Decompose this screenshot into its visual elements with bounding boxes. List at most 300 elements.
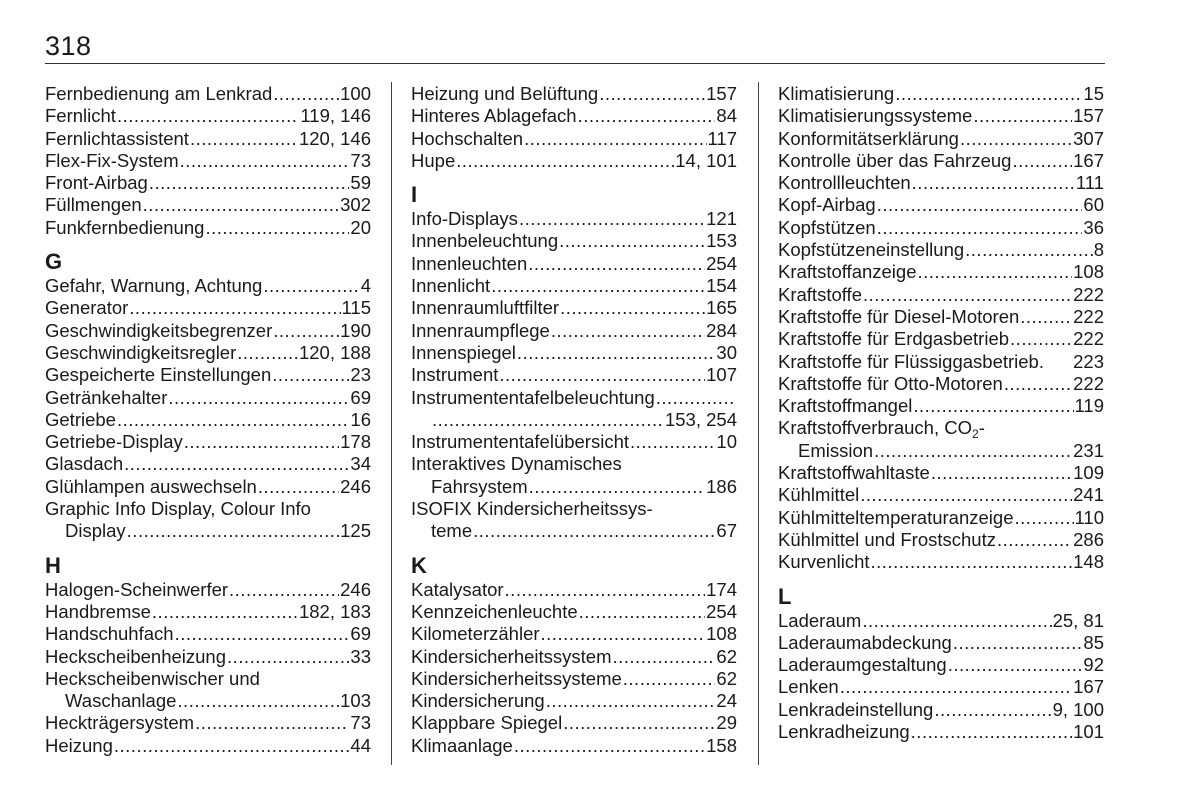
dot-leader (911, 721, 1072, 743)
index-entry (45, 646, 371, 668)
index-term (778, 551, 870, 573)
dot-leader (948, 654, 1083, 676)
index-entry (411, 409, 737, 431)
index-entry (778, 529, 1104, 551)
index-entry (45, 297, 371, 319)
index-term-text: Interaktives Dynamisches (411, 453, 622, 475)
index-entry (778, 105, 1104, 127)
page-reference: 62 (716, 645, 737, 667)
page-reference: 73 (350, 149, 371, 171)
dot-leader (541, 623, 706, 645)
section-letter: G (45, 249, 63, 275)
index-entry (45, 342, 371, 364)
dot-leader (528, 253, 705, 275)
index-term-text: Kraftstoffe für Erdgasbetrieb (778, 328, 1010, 350)
page-reference: 120, 146 (298, 127, 371, 149)
dot-leader (456, 150, 674, 172)
page-reference: 148 (1073, 551, 1104, 573)
dot-leader (1020, 306, 1072, 328)
index-entry (778, 417, 1104, 442)
index-term (411, 623, 540, 645)
index-term-text: Kühlmittel und Frostschutz (778, 528, 996, 550)
page-reference: 119, 146 (300, 105, 371, 127)
index-term-text: Kraftstoffe für Diesel-Motoren (778, 305, 1020, 327)
index-term (411, 320, 550, 342)
dot-leader (578, 105, 716, 127)
index-term-text: Kraftstoffmangel (778, 395, 913, 417)
index-entry (45, 217, 371, 239)
dot-leader (229, 579, 339, 601)
index-term-text: Kraftstoffverbrauch, CO (778, 417, 972, 439)
index-entry (45, 476, 371, 498)
index-column-3 (778, 83, 1104, 743)
index-term (411, 275, 490, 297)
index-term-text: Kilometerzähler (411, 623, 540, 645)
index-entry (45, 453, 371, 475)
page-reference: 59 (350, 172, 371, 194)
dot-leader (168, 387, 349, 409)
dot-leader (912, 172, 1075, 194)
index-term-text: Konformitätserklärung (778, 127, 959, 149)
index-entry (778, 217, 1104, 239)
index-term-text: Lenken (778, 676, 839, 698)
page-reference: 30 (716, 341, 737, 363)
dot-leader (895, 83, 1082, 105)
index-term-text: Fernbedienung am Lenkrad (45, 83, 273, 104)
page-reference: 14, 101 (675, 149, 737, 171)
index-term-text: Fahrsystem (431, 475, 528, 497)
index-term (778, 484, 859, 506)
dot-leader (175, 623, 350, 645)
index-entry (45, 623, 371, 645)
index-term (45, 579, 228, 601)
page-reference: 121 (706, 208, 737, 230)
column-divider (391, 82, 392, 765)
dot-leader (599, 83, 705, 105)
index-term-text: Glasdach (45, 453, 124, 475)
dot-leader (127, 520, 339, 542)
page-reference: 36 (1083, 216, 1104, 238)
dot-leader (871, 551, 1073, 573)
index-entry (45, 712, 371, 734)
index-term (778, 462, 930, 484)
dot-leader (237, 342, 298, 364)
index-term (411, 253, 527, 275)
index-term (45, 623, 174, 645)
subscript: 2 (972, 427, 979, 442)
index-term (411, 690, 545, 712)
index-term (45, 172, 148, 194)
index-term-text: Laderaum (778, 609, 862, 631)
page-reference: 29 (716, 712, 737, 734)
dot-leader (129, 297, 340, 319)
index-entry (778, 654, 1104, 676)
index-term-text: Füllmengen (45, 194, 142, 216)
index-term-text: Kontrolle über das Fahrzeug (778, 149, 1012, 171)
index-term-text: Kraftstoffe für Otto-Motoren (778, 372, 1003, 394)
index-term (411, 230, 558, 252)
dot-leader (505, 579, 706, 601)
index-term (45, 150, 179, 172)
index-entry (411, 150, 737, 172)
index-term (411, 601, 578, 623)
index-term (45, 735, 113, 757)
section-letter: K (411, 552, 427, 578)
dot-leader (114, 735, 350, 757)
index-term (778, 194, 876, 216)
index-entry (45, 172, 371, 194)
index-entry (778, 83, 1104, 105)
page-reference: 307 (1073, 127, 1104, 149)
dot-leader (124, 453, 349, 475)
index-term (45, 342, 236, 364)
index-term (431, 476, 528, 498)
index-term (778, 373, 1003, 395)
page-reference: 231 (1073, 439, 1104, 461)
index-entry (411, 668, 737, 690)
dot-leader (563, 712, 715, 734)
index-term (778, 150, 1011, 172)
index-term (431, 520, 472, 542)
dot-leader (519, 208, 705, 230)
dot-leader (997, 529, 1072, 551)
page-reference: 108 (706, 623, 737, 645)
dot-leader (517, 342, 716, 364)
index-term-text: Waschanlage (65, 690, 177, 712)
page-reference: 153, 254 (664, 408, 737, 430)
index-entry (778, 194, 1104, 216)
index-term-text: Lenkradheizung (778, 721, 910, 743)
index-term (778, 351, 1044, 373)
index-term-text: teme (431, 520, 473, 542)
page-reference: 153 (706, 230, 737, 252)
term-suffix: - (978, 417, 985, 439)
index-term (411, 105, 577, 127)
index-entry (411, 253, 737, 275)
dot-leader (514, 735, 705, 757)
dot-leader (863, 284, 1072, 306)
dot-leader (551, 320, 705, 342)
index-entry (411, 83, 737, 105)
page-reference: 69 (350, 623, 371, 645)
index-entry (778, 551, 1104, 573)
index-column-2 (411, 83, 737, 757)
page-reference: 9, 100 (1052, 698, 1104, 720)
dot-leader (546, 690, 716, 712)
index-term-text: Gespeicherte Einstellungen (45, 364, 272, 386)
page-reference: 254 (706, 600, 737, 622)
page-reference: 110 (1074, 506, 1104, 528)
dot-leader (195, 712, 349, 734)
page-reference: 111 (1075, 172, 1104, 194)
index-entry (778, 507, 1104, 529)
index-entry (45, 387, 371, 409)
page-reference: 115 (341, 297, 371, 319)
page-reference: 154 (706, 275, 737, 297)
index-term-text: Kindersicherheitssysteme (411, 667, 622, 689)
index-term (778, 83, 894, 105)
page-reference: 167 (1073, 149, 1104, 171)
page-reference: 20 (350, 216, 371, 238)
index-term (45, 453, 123, 475)
index-term (45, 409, 116, 431)
index-entry (411, 364, 737, 386)
page-reference: 8 (1093, 239, 1104, 261)
index-term (45, 194, 142, 216)
index-entry (411, 690, 737, 712)
index-term (411, 128, 523, 150)
index-entry (778, 306, 1104, 328)
index-term (45, 431, 183, 453)
index-entry (778, 150, 1104, 172)
page-reference: 100 (340, 83, 371, 104)
page-reference: 158 (706, 734, 737, 756)
index-term (411, 342, 516, 364)
index-column-1 (45, 83, 371, 757)
index-term (45, 646, 226, 668)
dot-leader (184, 431, 339, 453)
index-entry (411, 601, 737, 623)
page-reference: 222 (1073, 305, 1104, 327)
index-term-text: Instrument (411, 364, 499, 386)
index-term-text: Innenlicht (411, 275, 491, 297)
index-entry (411, 498, 737, 520)
section-letter: L (778, 583, 792, 609)
index-term-text: Getränkehalter (45, 386, 168, 408)
dot-leader (529, 476, 705, 498)
index-term-text: Emission (798, 439, 874, 461)
index-term-text: Kraftstoffe (778, 283, 862, 305)
dot-leader (272, 364, 349, 386)
index-entry (778, 172, 1104, 194)
page-reference: 246 (340, 578, 371, 600)
index-term (798, 440, 873, 462)
index-term (411, 498, 653, 520)
index-term (45, 320, 272, 342)
index-term-text: Klimatisierungssysteme (778, 105, 973, 127)
index-term-text: Klappbare Spiegel (411, 712, 563, 734)
index-entry (778, 395, 1104, 417)
index-entry (411, 342, 737, 364)
index-term (411, 387, 655, 409)
index-term-text: Katalysator (411, 578, 504, 600)
page-reference: 16 (350, 408, 371, 430)
page-reference: 84 (716, 105, 737, 127)
index-entry (778, 699, 1104, 721)
dot-leader (934, 699, 1051, 721)
page-reference: 117 (707, 127, 737, 149)
index-entry (411, 712, 737, 734)
index-entry (45, 194, 371, 216)
index-entry (411, 387, 737, 409)
index-entry (411, 735, 737, 757)
index-entry (778, 484, 1104, 506)
index-term-text: Hinteres Ablagefach (411, 105, 577, 127)
page-reference: 92 (1083, 654, 1104, 676)
dot-leader (190, 128, 298, 150)
index-term-text: Display (65, 520, 126, 542)
index-entry (411, 623, 737, 645)
dot-leader (258, 476, 339, 498)
index-entry (45, 105, 371, 127)
index-entry (411, 208, 737, 230)
index-entry (778, 440, 1104, 462)
index-term-text: Funkfernbedienung (45, 216, 205, 238)
index-term (778, 261, 917, 283)
dot-leader (560, 297, 705, 319)
index-term (778, 417, 985, 442)
index-term-text: Innenbeleuchtung (411, 230, 559, 252)
index-term (45, 498, 311, 520)
dot-leader (1010, 328, 1072, 350)
dot-leader (524, 128, 706, 150)
dot-leader (432, 409, 664, 431)
index-term (778, 676, 839, 698)
page-reference: 60 (1083, 194, 1104, 216)
dot-leader (623, 668, 716, 690)
dot-leader (579, 601, 705, 623)
dot-leader (840, 676, 1072, 698)
page-reference: 284 (706, 319, 737, 341)
page-reference: 222 (1073, 372, 1104, 394)
index-term (45, 275, 262, 297)
index-entry (778, 261, 1104, 283)
index-term-text: Innenraumluftfilter (411, 297, 560, 319)
column-divider (758, 82, 759, 765)
index-term (778, 239, 964, 261)
index-term-text: Kindersicherheitssystem (411, 645, 612, 667)
dot-leader (960, 128, 1072, 150)
index-term-text: Kennzeichenleuchte (411, 600, 578, 622)
page-reference: 85 (1083, 631, 1104, 653)
page-reference: 23 (350, 364, 371, 386)
index-term-text: Kraftstoffwahltaste (778, 462, 930, 484)
index-entry (778, 610, 1104, 632)
dot-leader (273, 320, 339, 342)
index-term-text: Handschuhfach (45, 623, 174, 645)
index-term (778, 610, 861, 632)
index-term-text: Fernlichtassistent (45, 127, 189, 149)
index-term (778, 632, 952, 654)
index-entry (778, 676, 1104, 698)
dot-leader (117, 105, 299, 127)
index-term (411, 453, 622, 475)
index-entry (411, 128, 737, 150)
page-reference: 222 (1073, 328, 1104, 350)
page-reference: 174 (706, 578, 737, 600)
page-reference: 103 (340, 690, 371, 712)
page-reference: 67 (716, 520, 737, 542)
index-entry (778, 351, 1104, 373)
index-entry (411, 646, 737, 668)
page-reference: 186 (706, 475, 737, 497)
page-reference: 246 (340, 475, 371, 497)
page-reference: 165 (706, 297, 737, 319)
index-entry (411, 476, 737, 498)
page-reference: 10 (716, 431, 737, 453)
index-term (778, 284, 862, 306)
index-term (411, 297, 559, 319)
index-term-text: Heckträgersystem (45, 712, 195, 734)
index-term-text: Handbremse (45, 600, 151, 622)
index-term-text: Generator (45, 297, 129, 319)
dot-leader (931, 462, 1072, 484)
index-entry (411, 297, 737, 319)
index-entry (411, 275, 737, 297)
index-term (411, 668, 622, 690)
index-term (778, 507, 1014, 529)
index-term-text: Flex-Fix-System (45, 149, 179, 171)
page-reference: 125 (340, 520, 371, 542)
index-entry (45, 668, 371, 690)
index-term-text: Kopfstützeneinstellung (778, 239, 965, 261)
page-reference: 108 (1073, 261, 1104, 283)
index-entry (411, 105, 737, 127)
page-reference: 254 (706, 252, 737, 274)
index-term-text: Kopfstützen (778, 216, 876, 238)
dot-leader (1012, 150, 1072, 172)
index-term-text: Fernlicht (45, 105, 116, 127)
index-term-text: Laderaumgestaltung (778, 654, 947, 676)
index-term-text: Heizung (45, 734, 113, 756)
page-reference: 119 (1074, 395, 1104, 417)
dot-leader (227, 646, 349, 668)
index-entry (45, 150, 371, 172)
index-entry (45, 498, 371, 520)
dot-leader (913, 395, 1073, 417)
dot-leader (177, 690, 339, 712)
index-term-text: Info-Displays (411, 208, 518, 230)
index-term (778, 128, 959, 150)
index-term-text: Instrumententafelübersicht (411, 431, 630, 453)
index-term (45, 217, 204, 239)
page-reference: 157 (706, 83, 737, 104)
index-term-text: Heckscheibenheizung (45, 645, 227, 667)
page-reference: 33 (350, 645, 371, 667)
index-entry (45, 364, 371, 386)
index-entry (45, 601, 371, 623)
index-term (411, 712, 562, 734)
dot-leader (1015, 507, 1074, 529)
dot-leader (965, 239, 1093, 261)
index-term-text: Geschwindigkeitsregler (45, 341, 237, 363)
index-term (411, 150, 455, 172)
index-term (778, 699, 933, 721)
index-term (778, 306, 1019, 328)
index-term (411, 431, 629, 453)
header-rule (45, 63, 1105, 64)
index-term (45, 364, 271, 386)
section-letter: H (45, 552, 61, 578)
index-entry (45, 275, 371, 297)
index-term-text: Kontrollleuchten (778, 172, 911, 194)
index-entry (45, 520, 371, 542)
index-entry (411, 431, 737, 453)
page-reference: 157 (1073, 105, 1104, 127)
index-term (778, 654, 947, 676)
index-term (778, 328, 1009, 350)
index-term (65, 690, 176, 712)
dot-leader (499, 364, 705, 386)
index-term-text: Glühlampen auswechseln (45, 475, 257, 497)
dot-leader (152, 601, 298, 623)
page-reference: 24 (716, 690, 737, 712)
dot-leader (656, 387, 736, 409)
index-term-text: Halogen-Scheinwerfer (45, 578, 229, 600)
index-entry (411, 579, 737, 601)
page-reference: 182, 183 (298, 600, 371, 622)
index-entry (778, 284, 1104, 306)
